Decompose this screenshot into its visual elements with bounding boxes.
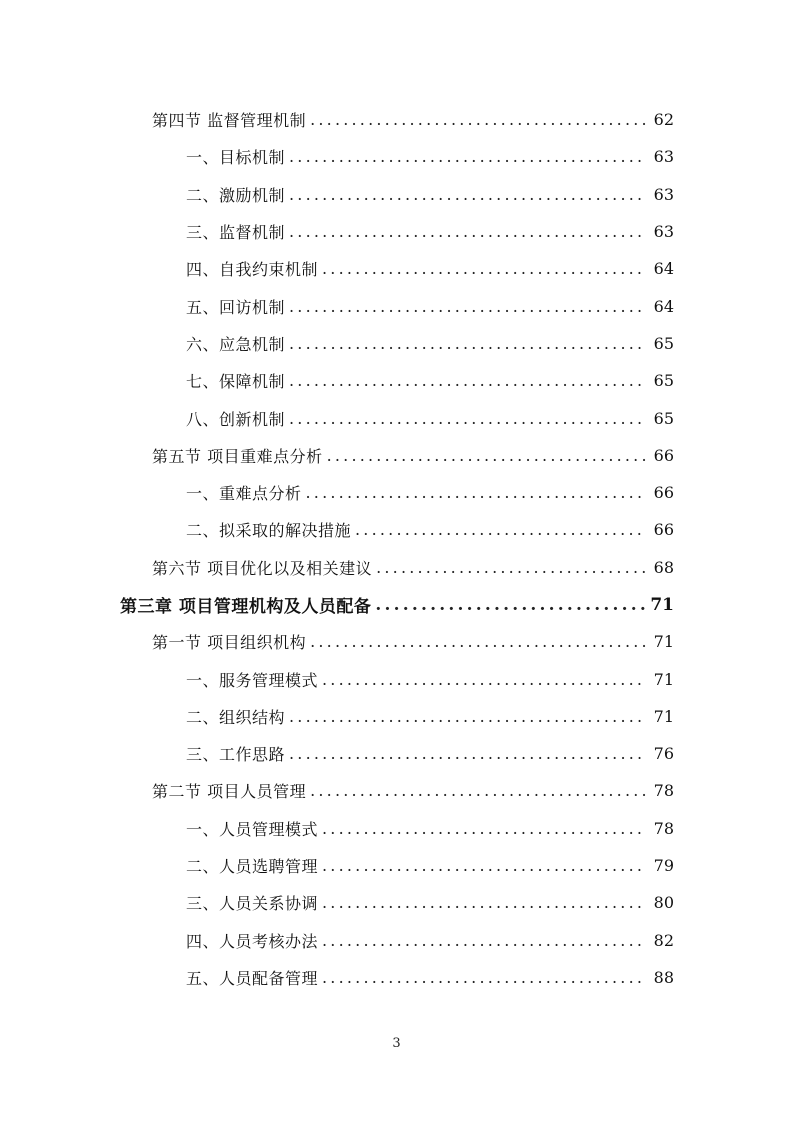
toc-subsection-entry[interactable] [0,698,793,735]
toc-entry-page: 68 [653,557,674,577]
toc-subsection-entry[interactable] [0,884,793,921]
toc-leader-dots [322,670,646,689]
toc-entry-title: 一、人员管理模式 [186,819,319,839]
toc-subsection-entry[interactable] [0,847,793,884]
toc-leader-dots [289,334,646,353]
toc-leader-dots [310,110,646,129]
toc-entry-page: 80 [653,893,674,913]
toc-leader-dots [289,744,646,763]
toc-subsection-entry[interactable] [0,287,793,324]
toc-entry-page: 65 [653,371,674,391]
toc-leader-dots [289,222,646,241]
toc-entry-title: 三、人员关系协调 [186,894,319,914]
toc-leader-dots [289,371,646,390]
toc-entry-page: 78 [653,818,674,838]
toc-entry-title: 一、目标机制 [186,148,286,168]
toc-leader-dots [322,819,646,838]
toc-subsection-entry[interactable] [0,250,793,287]
toc-subsection-entry[interactable] [0,511,793,548]
toc-entry-page: 71 [653,632,674,652]
toc-leader-dots [289,147,646,166]
toc-leader-dots [289,409,646,428]
toc-entry-title: 四、人员考核办法 [186,931,319,951]
toc-entry-page: 76 [653,744,674,764]
toc-entry-page: 62 [653,110,674,130]
toc-subsection-entry[interactable] [0,138,793,175]
page-number: 3 [392,1036,401,1051]
toc-entry-title: 二、激励机制 [186,185,286,205]
toc-entry-page: 71 [650,594,674,615]
toc-leader-dots [322,968,646,987]
toc-entry-title: 二、拟采取的解决措施 [186,521,352,541]
table-of-contents [0,101,793,996]
toc-leader-dots [289,707,646,726]
toc-leader-dots [289,297,646,316]
toc-entry-page: 78 [653,781,674,801]
toc-leader-dots [327,446,646,465]
toc-entry-title: 二、人员选聘管理 [186,857,319,877]
toc-subsection-entry[interactable] [0,362,793,399]
toc-entry-title: 五、人员配备管理 [186,968,319,988]
toc-subsection-entry[interactable] [0,922,793,959]
toc-leader-dots [376,558,646,577]
toc-entry-page: 63 [653,222,674,242]
toc-entry-page: 66 [653,445,674,465]
toc-entry-page: 71 [653,706,674,726]
toc-leader-dots [322,931,646,950]
toc-leader-dots [310,632,646,651]
toc-entry-page: 64 [653,259,674,279]
toc-section-entry[interactable] [0,437,793,474]
toc-entry-page: 66 [653,520,674,540]
toc-entry-title: 三、工作思路 [186,745,286,765]
toc-leader-dots [289,185,646,204]
toc-entry-page: 79 [653,856,674,876]
toc-section-entry[interactable] [0,101,793,138]
toc-leader-dots [322,259,646,278]
toc-subsection-entry[interactable] [0,810,793,847]
toc-leader-dots [306,483,646,502]
toc-entry-page: 71 [653,669,674,689]
toc-subsection-entry[interactable] [0,213,793,250]
toc-section-entry[interactable] [0,549,793,586]
toc-entry-title: 二、组织结构 [186,707,286,727]
toc-entry-title: 一、服务管理模式 [186,670,319,690]
toc-entry-page: 88 [653,967,674,987]
toc-entry-page: 63 [653,184,674,204]
toc-subsection-entry[interactable] [0,959,793,996]
toc-entry-title: 第一节 项目组织机构 [152,633,307,653]
toc-entry-page: 65 [653,333,674,353]
toc-leader-dots [310,781,646,800]
toc-entry-title: 第三章 项目管理机构及人员配备 [120,597,372,617]
toc-leader-dots [355,520,646,539]
toc-subsection-entry[interactable] [0,399,793,436]
toc-entry-title: 第五节 项目重难点分析 [152,446,323,466]
toc-leader-dots [322,856,646,875]
toc-entry-title: 八、创新机制 [186,409,286,429]
toc-entry-title: 四、自我约束机制 [186,260,319,280]
toc-subsection-entry[interactable] [0,660,793,697]
toc-subsection-entry[interactable] [0,176,793,213]
toc-entry-title: 一、重难点分析 [186,484,302,504]
toc-entry-title: 三、监督机制 [186,223,286,243]
toc-entry-title: 第二节 项目人员管理 [152,782,307,802]
toc-entry-page: 65 [653,408,674,428]
toc-subsection-entry[interactable] [0,474,793,511]
toc-entry-title: 七、保障机制 [186,372,286,392]
toc-entry-page: 66 [653,483,674,503]
toc-section-entry[interactable] [0,772,793,809]
toc-subsection-entry[interactable] [0,735,793,772]
toc-chapter-entry[interactable] [0,586,793,623]
toc-entry-page: 82 [653,930,674,950]
toc-entry-title: 六、应急机制 [186,334,286,354]
toc-leader-dots [322,893,646,912]
toc-leader-dots [375,595,646,615]
toc-entry-page: 64 [653,296,674,316]
toc-section-entry[interactable] [0,623,793,660]
toc-entry-title: 第六节 项目优化以及相关建议 [152,558,373,578]
toc-entry-title: 五、回访机制 [186,297,286,317]
toc-entry-title: 第四节 监督管理机制 [152,111,307,131]
toc-entry-page: 63 [653,147,674,167]
toc-subsection-entry[interactable] [0,325,793,362]
